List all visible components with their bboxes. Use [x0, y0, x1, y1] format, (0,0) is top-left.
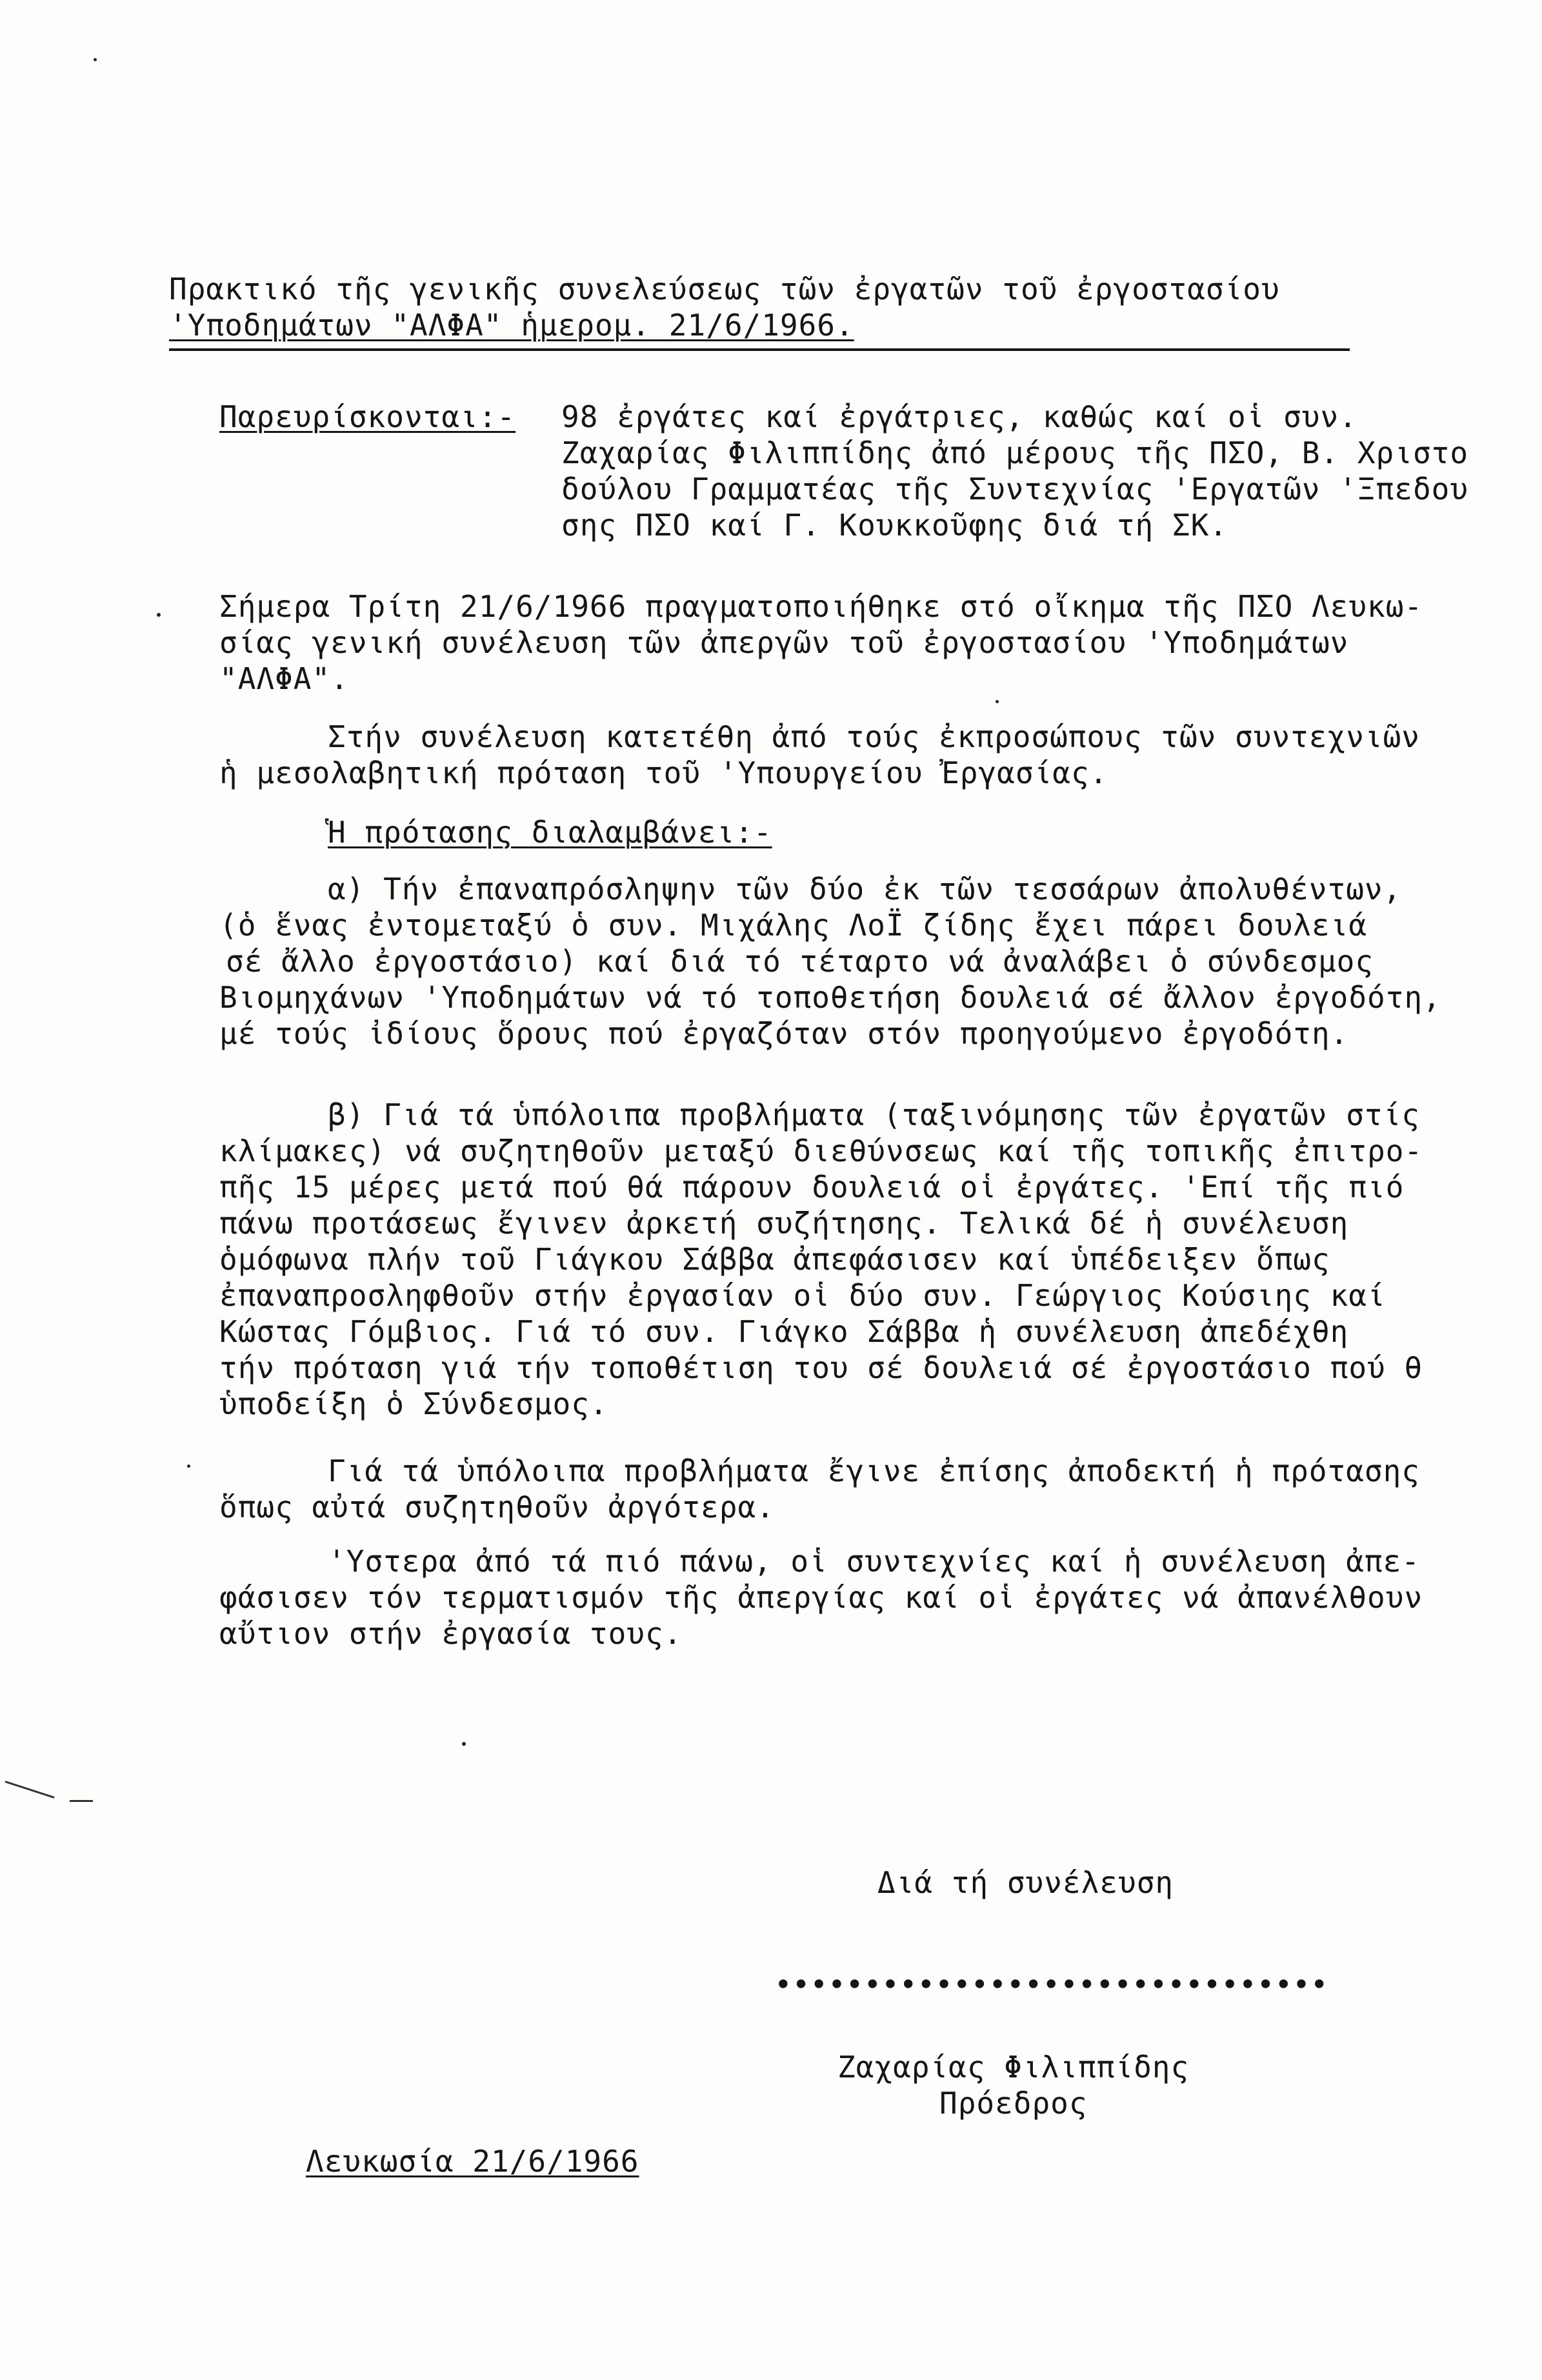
item-b-line-7: Κώστας Γόμβιος. Γιά τό συν. Γιάγκο Σάββα ἡ συνέλευση ἀπεδέχθη — [219, 1314, 1349, 1349]
para4-line-2: φάσισεν τόν τερματισμόν τῆς ἀπεργίας καί οἱ ἐργάτες νά ἀπανέλθουν — [219, 1580, 1423, 1615]
item-b-line-2: κλίμακες) νά συζητηθοῦν μεταξύ διεθύνσεως καί τῆς τοπικῆς ἐπιτρο- — [219, 1134, 1423, 1168]
item-a-line-2: (ὁ ἕνας ἐντομεταξύ ὁ συν. Μιχάλης ΛοΪ ζίδης ἔχει πάρει δουλειά — [219, 908, 1368, 943]
para2-line-2: ἡ μεσολαβητική πρόταση τοῦ 'Υπουργείου Ἐργασίας. — [219, 755, 1108, 790]
item-b-line-1: β) Γιά τά ὑπόλοιπα προβλήματα (ταξινόμησης τῶν ἐργατῶν στίς — [328, 1097, 1420, 1132]
signature-for-line: Διά τή συνέλευση — [877, 1865, 1174, 1900]
signature-name: Ζαχαρίας Φιλιππίδης — [837, 2050, 1190, 2085]
title-line-1: Πρακτικό τῆς γενικῆς συνελεύσεως τῶν ἐργατῶν τοῦ ἐργοστασίου — [169, 272, 1280, 306]
scan-speck — [94, 58, 97, 61]
margin-mark — [70, 1800, 93, 1802]
para2-line-1: Στήν συνέλευση κατετέθη ἀπό τούς ἐκπροσώπους τῶν συντεχνιῶν — [328, 719, 1420, 754]
item-a-line-5: μέ τούς ἰδίους ὅρους πού ἐργαζόταν στόν προηγούμενο ἐργοδότη. — [219, 1016, 1349, 1051]
scan-speck — [187, 1465, 190, 1468]
signature-dots: ••••••••••••••••••••••••••••••• — [774, 1967, 1328, 2002]
para1-line-2: σίας γενική συνέλευση τῶν ἀπεργῶν τοῦ ἐργοστασίου 'Υποδημάτων — [219, 625, 1349, 660]
title-line-2: 'Υποδημάτων "ΑΛΦΑ" ἡμερομ. 21/6/1966. — [169, 308, 854, 343]
scan-speck — [157, 613, 161, 617]
para3-line-1: Γιά τά ὑπόλοιπα προβλήματα ἔγινε ἐπίσης ἀποδεκτή ἡ πρότασης — [328, 1454, 1420, 1488]
item-b-line-6: ἐπαναπροσληφθοῦν στήν ἐργασίαν οἱ δύο συν. Γεώργιος Κούσιης καί — [219, 1278, 1386, 1313]
item-a-line-4: Βιομηχάνων 'Υποδημάτων νά τό τοποθετήση δουλειά σέ ἄλλον ἐργοδότη, — [219, 980, 1441, 1015]
present-line-3: δούλου Γραμματέας τῆς Συντεχνίας 'Εργατῶν 'Ξπεδου — [561, 472, 1469, 506]
para3-line-2: ὅπως αὐτά συζητηθοῦν ἀργότερα. — [219, 1490, 775, 1525]
title-rule — [169, 348, 1350, 351]
item-a-line-1: α) Τήν ἐπαναπρόσληψην τῶν δύο ἐκ τῶν τεσσάρων ἀπολυθέντων, — [328, 872, 1402, 906]
para4-line-1: 'Υστερα ἀπό τά πιό πάνω, οἱ συντεχνίες καί ἡ συνέλευση ἀπε- — [328, 1544, 1420, 1579]
present-line-2: Ζαχαρίας Φιλιππίδης ἀπό μέρους τῆς ΠΣΟ, Β. Χριστο — [561, 435, 1469, 470]
para1-line-3: "ΑΛΦΑ". — [219, 661, 349, 696]
present-label: Παρευρίσκονται:- — [219, 399, 516, 434]
proposal-heading: Ἡ πρότασης διαλαμβάνει:- — [328, 815, 772, 850]
place-date: Λευκωσία 21/6/1966 — [306, 2144, 639, 2179]
present-line-1: 98 ἐργάτες καί ἐργάτριες, καθώς καί οἱ συν. — [561, 399, 1357, 434]
item-b-line-5: ὁμόφωνα πλήν τοῦ Γιάγκου Σάββα ἀπεφάσισεν καί ὑπέδειξεν ὅπως — [219, 1242, 1330, 1277]
item-a-line-3: σέ ἄλλο ἐργοστάσιο) καί διά τό τέταρτο νά ἀναλάβει ὁ σύνδεσμος — [226, 944, 1374, 979]
item-b-line-9: ὑποδείξη ὁ Σύνδεσμος. — [219, 1386, 608, 1421]
para1-line-1: Σήμερα Τρίτη 21/6/1966 πραγματοποιήθηκε στό οἴκημα τῆς ΠΣΟ Λευκω- — [219, 589, 1423, 624]
margin-mark — [5, 1781, 55, 1799]
present-line-4: σης ΠΣΟ καί Γ. Κουκκοῦφης διά τή ΣΚ. — [561, 508, 1228, 543]
scan-speck — [996, 700, 999, 703]
item-b-line-4: πάνω προτάσεως ἔγινεν ἀρκετή συζήτησης. Τελικά δέ ἡ συνέλευση — [219, 1206, 1349, 1241]
scan-speck — [462, 1742, 466, 1746]
item-b-line-8: τήν πρόταση γιά τήν τοποθέτιση του σέ δουλειά σέ ἐργοστάσιο πού θ — [219, 1350, 1423, 1385]
para4-line-3: αὔτιον στήν ἐργασία τους. — [219, 1616, 683, 1651]
signature-role: Πρόεδρος — [939, 2086, 1088, 2121]
item-b-line-3: πῆς 15 μέρες μετά πού θά πάρουν δουλειά οἱ ἐργάτες. 'Επί τῆς πιό — [219, 1170, 1405, 1205]
